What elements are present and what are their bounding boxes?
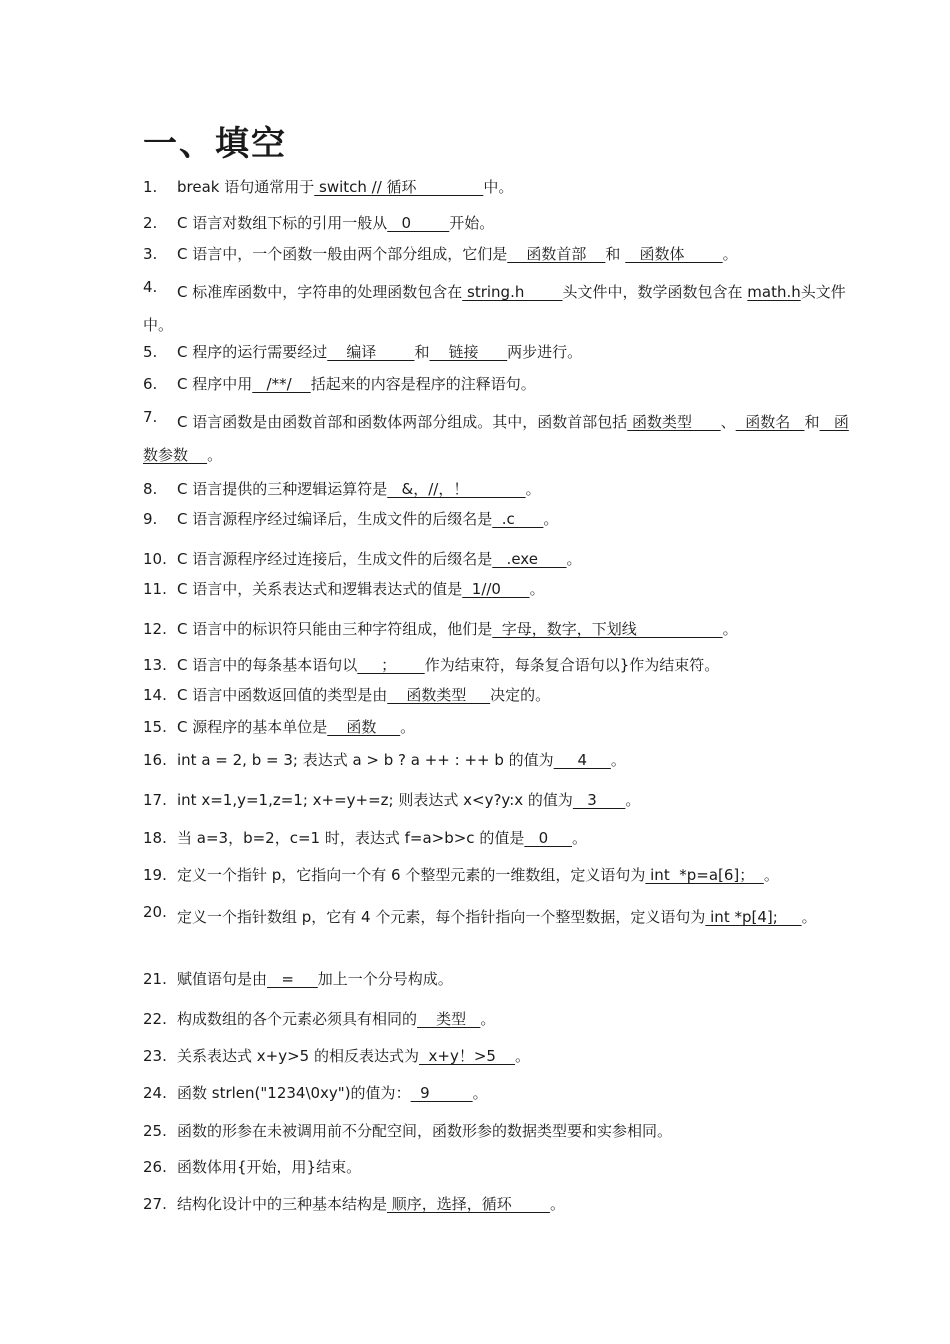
answer-blank: 3 — [572, 791, 626, 809]
question-item — [143, 618, 738, 640]
question-item — [143, 548, 582, 570]
question-number: 5. — [143, 343, 158, 361]
question-text — [177, 245, 738, 263]
question-segment: 。 — [610, 751, 626, 769]
question-number: 9. — [143, 510, 158, 528]
question-number: 16. — [143, 751, 167, 769]
question-text — [143, 413, 849, 464]
question-segment: 。 — [722, 620, 738, 638]
question-text — [177, 1010, 495, 1028]
question-item — [143, 1120, 672, 1142]
answer-blank: 函数类型 — [627, 413, 721, 431]
question-segment: int x=1,y=1,z=1; x+=y+=z; 则表达式 x<y?y:x 的值为 — [177, 791, 573, 809]
question-segment: C 语言中的每条基本语句以 — [177, 656, 358, 674]
question-segment: 、 — [720, 413, 736, 431]
question-item — [143, 684, 550, 706]
answer-blank: = — [267, 970, 318, 988]
question-segment: 构成数组的各个元素必须具有相同的 — [177, 1010, 418, 1028]
question-item — [143, 406, 863, 472]
question-text — [177, 866, 779, 884]
question-segment: C 标准库函数中，字符串的处理函数包含在 — [177, 283, 463, 301]
question-item — [143, 1082, 488, 1104]
answer-blank: 函数体 — [625, 245, 723, 263]
question-item — [143, 276, 863, 342]
question-text — [177, 580, 545, 598]
question-segment: C 语言函数是由函数首部和函数体两部分组成。其中，函数首部包括 — [177, 413, 628, 431]
answer-blank: 4 — [553, 751, 611, 769]
answer-blank: .c — [492, 510, 544, 528]
question-number: 10. — [143, 550, 167, 568]
question-number: 19. — [143, 866, 167, 884]
question-segment: C 程序中用 — [177, 375, 253, 393]
question-text — [177, 1122, 672, 1140]
question-text — [177, 178, 513, 196]
question-text — [177, 1047, 530, 1065]
answer-blank: 0 — [387, 214, 450, 232]
question-text — [177, 510, 558, 528]
question-item — [143, 968, 453, 990]
question-number: 4. — [143, 278, 158, 296]
question-segment: 和 — [804, 413, 820, 431]
answer-blank: &，//，！ — [387, 480, 526, 498]
question-number: 25. — [143, 1122, 167, 1140]
question-text — [177, 375, 536, 393]
question-segment: C 语言对数组下标的引用一般从 — [177, 214, 388, 232]
question-segment: 头文件中。 — [143, 283, 846, 334]
question-segment: C 语言中，一个函数一般由两个部分组成，它们是 — [177, 245, 508, 263]
answer-blank: 1//0 — [462, 580, 530, 598]
question-segment: C 语言提供的三种逻辑运算符是 — [177, 480, 388, 498]
question-segment: 。 — [572, 829, 588, 847]
question-number: 3. — [143, 245, 158, 263]
question-segment: 定义一个指针 p，它指向一个有 6 个整型元素的一维数组，定义语句为 — [177, 866, 646, 884]
question-segment: int a = 2, b = 3; 表达式 a > b ? a ++ : ++ b 的值为 — [177, 751, 554, 769]
question-segment: C 语言中，关系表达式和逻辑表达式的值是 — [177, 580, 463, 598]
question-text — [177, 656, 719, 674]
question-segment: 加上一个分号构成。 — [317, 970, 453, 988]
question-text — [177, 908, 817, 926]
question-number: 26. — [143, 1158, 167, 1176]
question-number: 6. — [143, 375, 158, 393]
answer-blank: 链接 — [429, 343, 508, 361]
question-text — [177, 480, 541, 498]
question-number: 27. — [143, 1195, 167, 1213]
answer-blank: 9 — [410, 1084, 473, 1102]
question-text — [177, 829, 587, 847]
question-number: 12. — [143, 620, 167, 638]
answer-blank: .exe — [492, 550, 567, 568]
answer-blank: ； — [357, 656, 425, 674]
question-segment: break 语句通常用于 — [177, 178, 315, 196]
answer-blank: x+y！>5 — [418, 1047, 516, 1065]
question-segment: 。 — [801, 908, 817, 926]
answer-blank: 函数 — [327, 718, 401, 736]
question-segment: 开始。 — [449, 214, 495, 232]
question-segment: 决定的。 — [490, 686, 551, 704]
question-item — [143, 578, 545, 600]
answer-blank: /**/ — [252, 375, 311, 393]
answer-blank: int *p[4]; — [705, 908, 802, 926]
question-segment: 函数体用{开始，用}结束。 — [177, 1158, 362, 1176]
question-item — [143, 749, 626, 771]
answer-blank: 函数首部 — [507, 245, 606, 263]
section-title: 一、填空 — [143, 124, 287, 164]
question-text — [177, 1195, 565, 1213]
question-item — [143, 508, 558, 530]
question-text — [177, 343, 582, 361]
question-segment: 和 — [414, 343, 430, 361]
question-item — [143, 716, 415, 738]
question-segment: 当 a=3，b=2，c=1 时，表达式 f=a>b>c 的值是 — [177, 829, 525, 847]
question-segment: 结构化设计中的三种基本结构是 — [177, 1195, 388, 1213]
question-text — [177, 550, 582, 568]
question-segment: 。 — [549, 1195, 565, 1213]
question-number: 22. — [143, 1010, 167, 1028]
answer-blank: 类型 — [417, 1010, 481, 1028]
answer-blank: math.h — [747, 283, 801, 301]
question-item — [143, 243, 738, 265]
question-segment: 函数的形参在未被调用前不分配空间，函数形参的数据类型要和实参相同。 — [177, 1122, 673, 1140]
question-item — [143, 789, 640, 811]
question-item — [143, 212, 494, 234]
answer-blank: 函数名 — [735, 413, 805, 431]
question-segment: 头文件中，数学函数包含在 — [562, 283, 748, 301]
question-text — [177, 751, 626, 769]
question-number: 1. — [143, 178, 158, 196]
question-segment: 。 — [625, 791, 641, 809]
question-number: 11. — [143, 580, 167, 598]
answer-blank: 编译 — [327, 343, 415, 361]
question-segment: C 源程序的基本单位是 — [177, 718, 328, 736]
question-segment: 中。 — [483, 178, 514, 196]
answer-blank: 0 — [524, 829, 573, 847]
question-text — [177, 214, 494, 232]
question-segment: 两步进行。 — [507, 343, 583, 361]
question-segment: 括起来的内容是程序的注释语句。 — [310, 375, 536, 393]
question-segment: C 语言源程序经过编译后，生成文件的后缀名是 — [177, 510, 493, 528]
question-number: 17. — [143, 791, 167, 809]
question-segment: 作为结束符，每条复合语句以}作为结束符。 — [424, 656, 720, 674]
question-segment: 。 — [515, 1047, 531, 1065]
question-number: 8. — [143, 480, 158, 498]
answer-blank: 字母，数字，下划线 — [492, 620, 723, 638]
question-item — [143, 478, 541, 500]
question-number: 23. — [143, 1047, 167, 1065]
question-segment: 。 — [525, 480, 541, 498]
question-item — [143, 176, 513, 198]
question-item — [143, 341, 582, 363]
question-text — [177, 1158, 361, 1176]
question-segment: 。 — [529, 580, 545, 598]
question-item — [143, 373, 536, 395]
question-item — [143, 1193, 565, 1215]
question-segment: 。 — [400, 718, 416, 736]
question-item — [143, 827, 587, 849]
answer-blank: int *p=a[6]； — [645, 866, 764, 884]
question-segment: 。 — [543, 510, 559, 528]
question-number: 18. — [143, 829, 167, 847]
question-segment: C 程序的运行需要经过 — [177, 343, 328, 361]
question-segment: 。 — [480, 1010, 496, 1028]
answer-blank: 顺序，选择，循环 — [387, 1195, 550, 1213]
question-segment: C 语言中的标识符只能由三种字符组成，他们是 — [177, 620, 493, 638]
answer-blank: switch // 循环 — [314, 178, 484, 196]
question-item — [143, 654, 719, 676]
question-text — [177, 718, 415, 736]
question-text — [177, 620, 738, 638]
question-segment: 。 — [722, 245, 738, 263]
question-segment: 和 — [605, 245, 626, 263]
question-segment: 赋值语句是由 — [177, 970, 268, 988]
question-segment: C 语言源程序经过连接后，生成文件的后缀名是 — [177, 550, 493, 568]
question-text — [177, 686, 550, 704]
question-number: 14. — [143, 686, 167, 704]
question-segment: 。 — [207, 446, 223, 464]
question-item — [143, 1045, 530, 1067]
question-number: 20. — [143, 903, 167, 921]
question-number: 7. — [143, 408, 158, 426]
question-number: 21. — [143, 970, 167, 988]
question-text — [177, 791, 640, 809]
question-segment: C 语言中函数返回值的类型是由 — [177, 686, 388, 704]
question-segment: 函数 strlen("1234\0xy")的值为： — [177, 1084, 411, 1102]
question-item — [143, 901, 863, 934]
question-segment: 。 — [472, 1084, 488, 1102]
question-number: 15. — [143, 718, 167, 736]
answer-blank: string.h — [462, 283, 563, 301]
answer-blank: 函数类型 — [387, 686, 491, 704]
question-item — [143, 1008, 495, 1030]
question-segment: 。 — [566, 550, 582, 568]
question-segment: 关系表达式 x+y>5 的相反表达式为 — [177, 1047, 419, 1065]
question-segment: 定义一个指针数组 p，它有 4 个元素，每个指针指向一个整型数据，定义语句为 — [177, 908, 706, 926]
question-item — [143, 864, 779, 886]
question-number: 24. — [143, 1084, 167, 1102]
question-text — [143, 283, 846, 334]
question-number: 13. — [143, 656, 167, 674]
question-item — [143, 1156, 361, 1178]
question-number: 2. — [143, 214, 158, 232]
question-segment: 。 — [763, 866, 779, 884]
question-text — [177, 1084, 488, 1102]
answer-blank: 函数参数 — [143, 413, 849, 464]
question-text — [177, 970, 453, 988]
